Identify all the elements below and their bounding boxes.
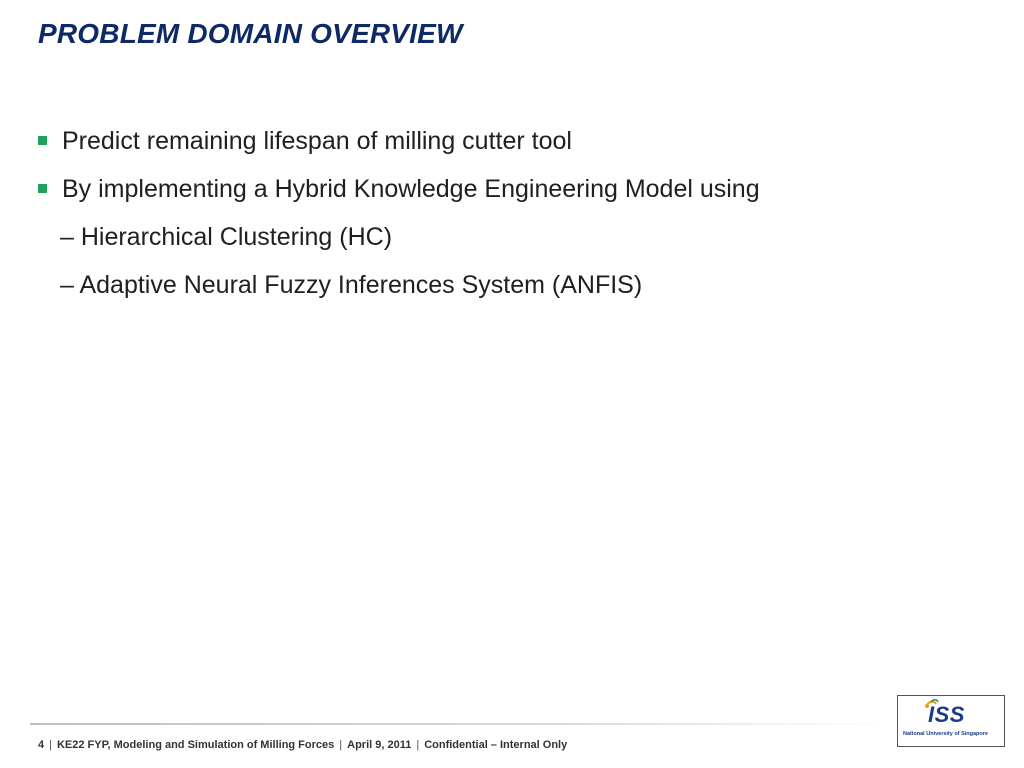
- bullet-text: By implementing a Hybrid Knowledge Engineering Model using: [62, 175, 760, 203]
- bullet-text: Predict remaining lifespan of milling cutter tool: [62, 127, 572, 155]
- slide-title: PROBLEM DOMAIN OVERVIEW: [38, 18, 463, 49]
- sub-bullet-item: [36, 218, 936, 266]
- sub-bullet-text: – Adaptive Neural Fuzzy Inferences System (ANFIS): [60, 271, 643, 299]
- iss-logo: [897, 695, 1005, 747]
- sub-bullet-item: [36, 266, 936, 314]
- footer-project: KE22 FYP, Modeling and Simulation of Milling Forces: [56, 739, 335, 751]
- footer-separator: |: [416, 739, 420, 751]
- square-bullet-icon: [38, 136, 47, 145]
- bullet-item: [36, 170, 936, 218]
- footer-separator: |: [339, 739, 343, 751]
- footer-divider: [30, 723, 890, 725]
- footer-classification: Confidential – Internal Only: [424, 739, 568, 751]
- page-number: 4: [38, 739, 45, 751]
- square-bullet-icon: [38, 184, 47, 193]
- logo-wordmark: ISS: [928, 702, 965, 727]
- bullet-list: [36, 122, 936, 314]
- bullet-item: [36, 122, 936, 170]
- footer: [38, 739, 567, 751]
- footer-separator: |: [49, 739, 52, 751]
- logo-subtitle: National University of Singapore: [903, 731, 988, 737]
- footer-date: April 9, 2011: [347, 739, 412, 751]
- sub-bullet-text: – Hierarchical Clustering (HC): [60, 223, 393, 251]
